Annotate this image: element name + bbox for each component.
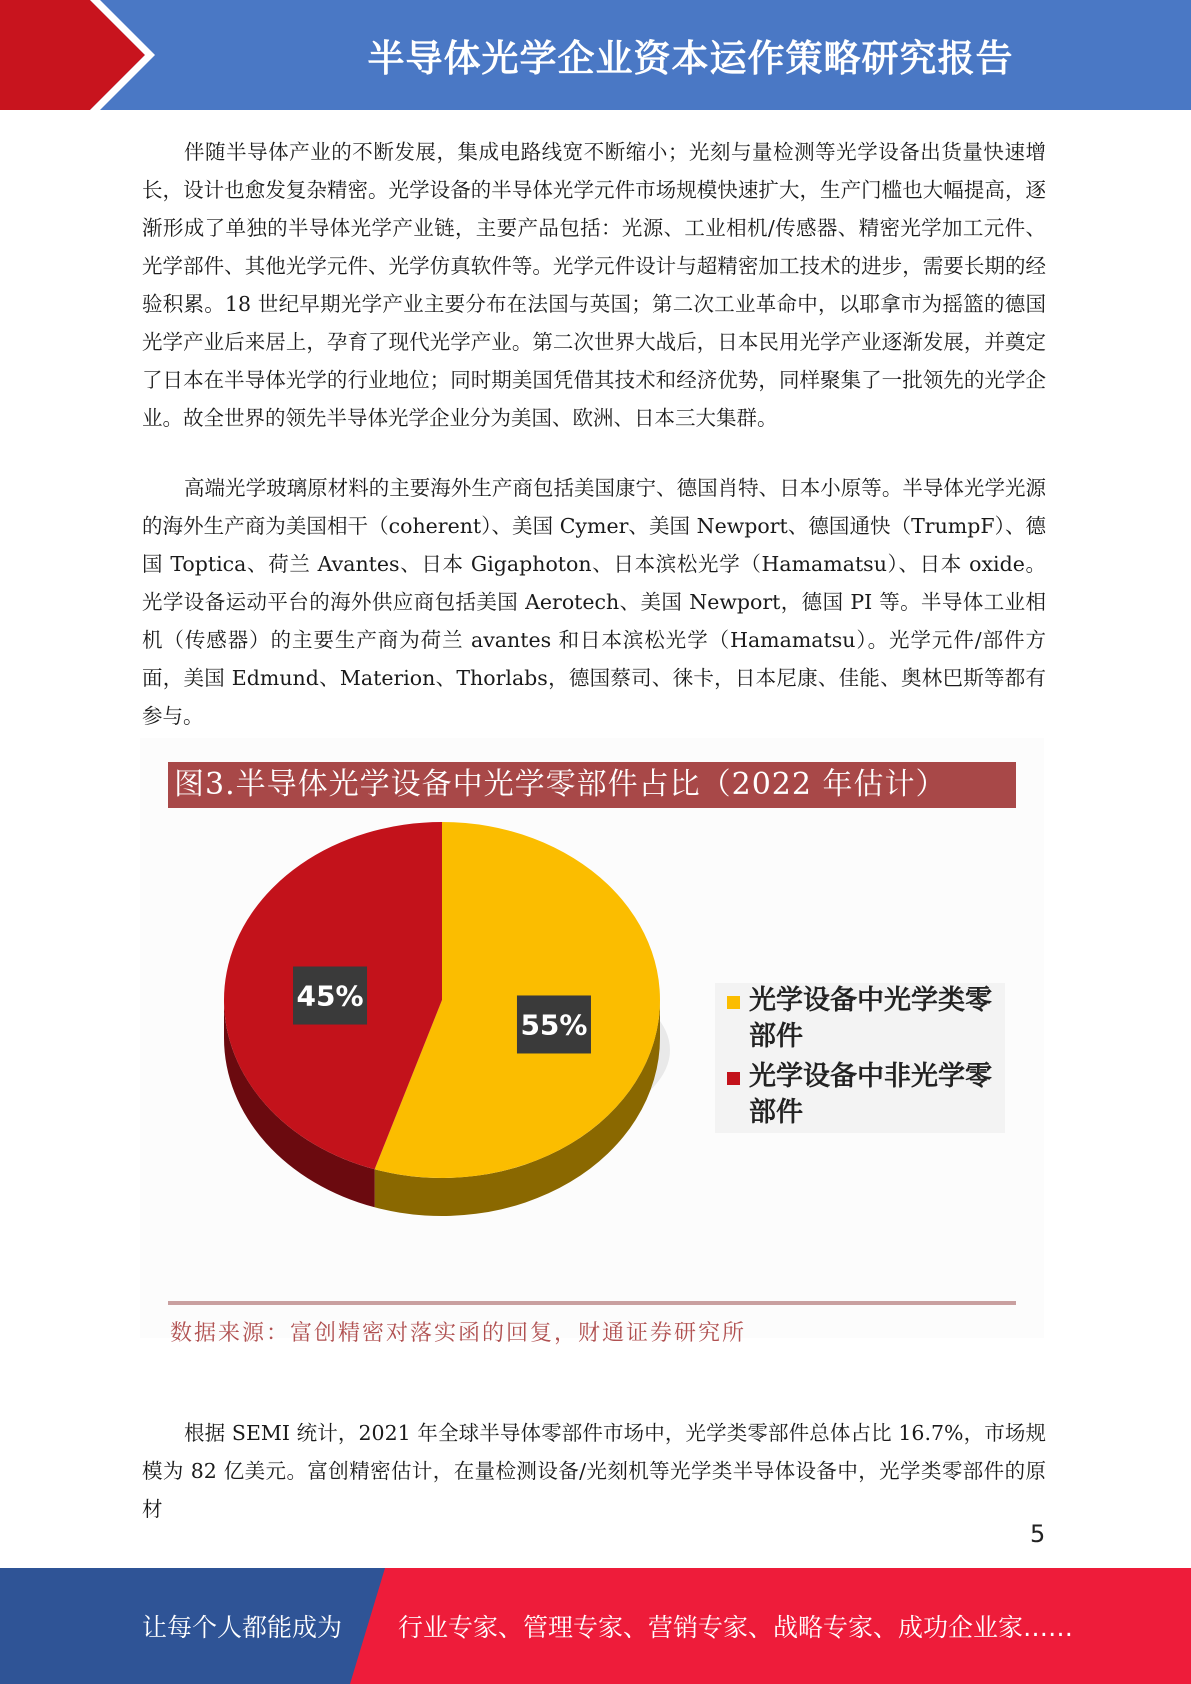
header-red-shape bbox=[0, 0, 145, 110]
pie-data-label-text-0: 55% bbox=[520, 1008, 588, 1042]
pie-data-label-1 bbox=[293, 967, 367, 1025]
legend-label-non-optical: 光学设备中非光学零部件 bbox=[749, 1061, 992, 1128]
footer-band bbox=[0, 1568, 1191, 1684]
figure-title: 图3.半导体光学设备中光学零部件占比（2022 年估计） bbox=[168, 762, 1016, 808]
chart-legend bbox=[715, 983, 1005, 1133]
legend-item-optical bbox=[725, 983, 995, 1055]
legend-item-non-optical bbox=[725, 1059, 995, 1131]
legend-label-optical: 光学设备中光学类零部件 bbox=[749, 985, 992, 1052]
paragraph-overseas-suppliers: 高端光学玻璃原材料的主要海外生产商包括美国康宁、德国肖特、日本小原等。半导体光学光源的海外生产商为美国相干（coherent）、美国 Cymer、美国 Newport、德国通快（TrumpF）、德国 Toptica、荷兰 Avantes、日本 Gigaphoton、日本滨松光学（Hamamatsu）、日本 oxide。光学设备运动平台的海外供应商包括美国 Aerotech、美国 Newport，德国 PI 等。半导体工业相机（传感器）的主要生产商为荷兰 avantes 和日本滨松光学（Hamamatsu）。光学元件/部件方面，美国 Edmund、Materion、Thorlabs，德国蔡司、徕卡，日本尼康、佳能、奥林巴斯等都有参与。 bbox=[142, 476, 1046, 728]
pie-data-label-text-1: 45% bbox=[296, 979, 364, 1013]
paragraph-industry-history: 伴随半导体产业的不断发展，集成电路线宽不断缩小；光刻与量检测等光学设备出货量快速增长，设计也愈发复杂精密。光学设备的半导体光学元件市场规模快速扩大，生产门槛也大幅提高，逐渐形成了单独的半导体光学产业链，主要产品包括：光源、工业相机/传感器、精密光学加工元件、光学部件、其他光学元件、光学仿真软件等。光学元件设计与超精密加工技术的进步，需要长期的经验积累。18 世纪早期光学产业主要分布在法国与英国；第二次工业革命中，以耶拿市为摇篮的德国光学产业后来居上，孕育了现代光学产业。第二次世界大战后，日本民用光学产业逐渐发展，并奠定了日本在半导体光学的行业地位；同时期美国凭借其技术和经济优势，同样聚集了一批领先的光学企业。故全世界的领先半导体光学企业分为美国、欧洲、日本三大集群。 bbox=[142, 140, 1046, 430]
footer-slogan-right: 行业专家、管理专家、营销专家、战略专家、成功企业家…… bbox=[398, 1613, 1074, 1642]
figure-source: 数据来源：富创精密对落实函的回复，财通证券研究所 bbox=[170, 1321, 747, 1346]
header-red-arrow bbox=[0, 0, 200, 110]
legend-swatch-red bbox=[727, 1072, 740, 1085]
paragraph-semi-statistics: 根据 SEMI 统计，2021 年全球半导体零部件市场中，光学类零部件总体占比 16.7%，市场规模为 82 亿美元。富创精密估计，在量检测设备/光刻机等光学类半导体设备中，光学类零部件的原材 bbox=[142, 1421, 1046, 1521]
legend-swatch-yellow bbox=[727, 996, 740, 1009]
pie-data-label-0 bbox=[517, 995, 591, 1053]
header-band bbox=[0, 0, 1191, 110]
page-number: 5 bbox=[1030, 1520, 1046, 1548]
figure-divider bbox=[168, 1301, 1016, 1305]
figure-pie-chart bbox=[140, 738, 1044, 1338]
footer-slogan-left: 让每个人都能成为 bbox=[142, 1613, 343, 1642]
report-title: 半导体光学企业资本运作策略研究报告 bbox=[367, 37, 1014, 80]
